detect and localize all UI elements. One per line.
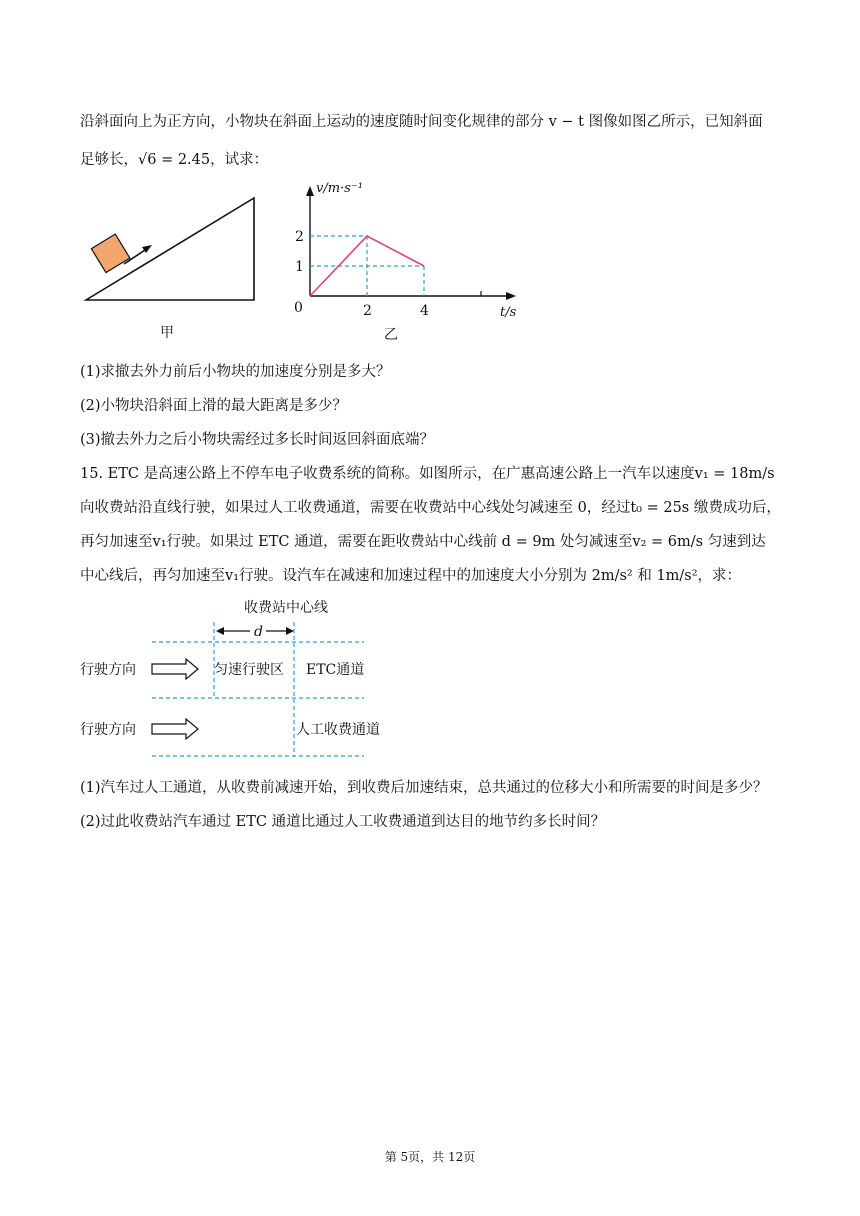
intro-line-2: 足够长，√6 = 2.45，试求：	[80, 152, 269, 168]
q15-sub1: (1)汽车过人工通道，从收费前减速开始，到收费后加速结束，总共通过的位移大小和所需要的时间是多少？	[80, 780, 768, 796]
uniform-zone-label: 匀速行驶区	[214, 662, 284, 678]
incline-figure	[78, 190, 268, 310]
fig-jia-label: 甲	[160, 325, 174, 341]
direction-label-1: 行驶方向	[80, 662, 136, 678]
direction-arrow-2	[152, 719, 198, 739]
q15-sub2: (2)过此收费站汽车通过 ETC 通道比通过人工收费通道到达目的地节约多长时间？	[80, 814, 606, 830]
vt-chart	[290, 178, 530, 323]
y-tick-label-1: 1	[295, 259, 304, 275]
toll-diagram	[78, 592, 408, 762]
q15-line-4: 中心线后，再匀加速至v₁行驶。设汽车在减速和加速过程中的加速度大小分别为 2m/s² 和 1m/s²，求：	[80, 568, 742, 584]
q14-sub3: (3)撤去外力之后小物块需经过多长时间返回斜面底端？	[80, 432, 435, 448]
q14-sub2: (2)小物块沿斜面上滑的最大距离是多少？	[80, 398, 348, 414]
y-axis-arrow	[306, 186, 314, 196]
page-footer: 第 5页，共 12页	[384, 1150, 476, 1164]
manual-lane-label: 人工收费通道	[296, 722, 380, 738]
fig-yi-label: 乙	[384, 327, 398, 343]
y-axis-label: v/m·s⁻¹	[316, 181, 363, 196]
intro-line-1: 沿斜面向上为正方向，小物块在斜面上运动的速度随时间变化规律的部分 v − t 图像如图乙所示，已知斜面	[80, 114, 763, 130]
q15-line-1: 15. ETC 是高速公路上不停车电子收费系统的简称。如图所示，在广惠高速公路上一汽车以速度v₁ = 18m/s	[80, 466, 775, 482]
x-tick-label-4: 4	[420, 303, 429, 319]
origin-label: 0	[294, 300, 303, 316]
q15-line-2: 向收费站沿直线行驶，如果过人工收费通道，需要在收费站中心线处匀减速至 0，经过t₀ = 25s 缴费成功后，	[80, 500, 781, 516]
x-axis-label: t/s	[500, 305, 517, 320]
direction-arrow-1	[152, 659, 198, 679]
block	[91, 234, 129, 272]
y-tick-label-2: 2	[295, 229, 304, 245]
x-axis-arrow	[506, 292, 516, 300]
q15-line-3: 再匀加速至v₁行驶。如果过 ETC 通道，需要在距收费站中心线前 d = 9m 处匀减速至v₂ = 6m/s 匀速到达	[80, 534, 766, 550]
x-tick-label-2: 2	[363, 303, 372, 319]
q14-sub1: (1)求撤去外力前后小物块的加速度分别是多大？	[80, 364, 391, 380]
d-label: d	[254, 624, 263, 640]
center-line-label: 收费站中心线	[244, 600, 328, 616]
direction-label-2: 行驶方向	[80, 722, 136, 738]
etc-lane-label: ETC通道	[306, 662, 365, 678]
